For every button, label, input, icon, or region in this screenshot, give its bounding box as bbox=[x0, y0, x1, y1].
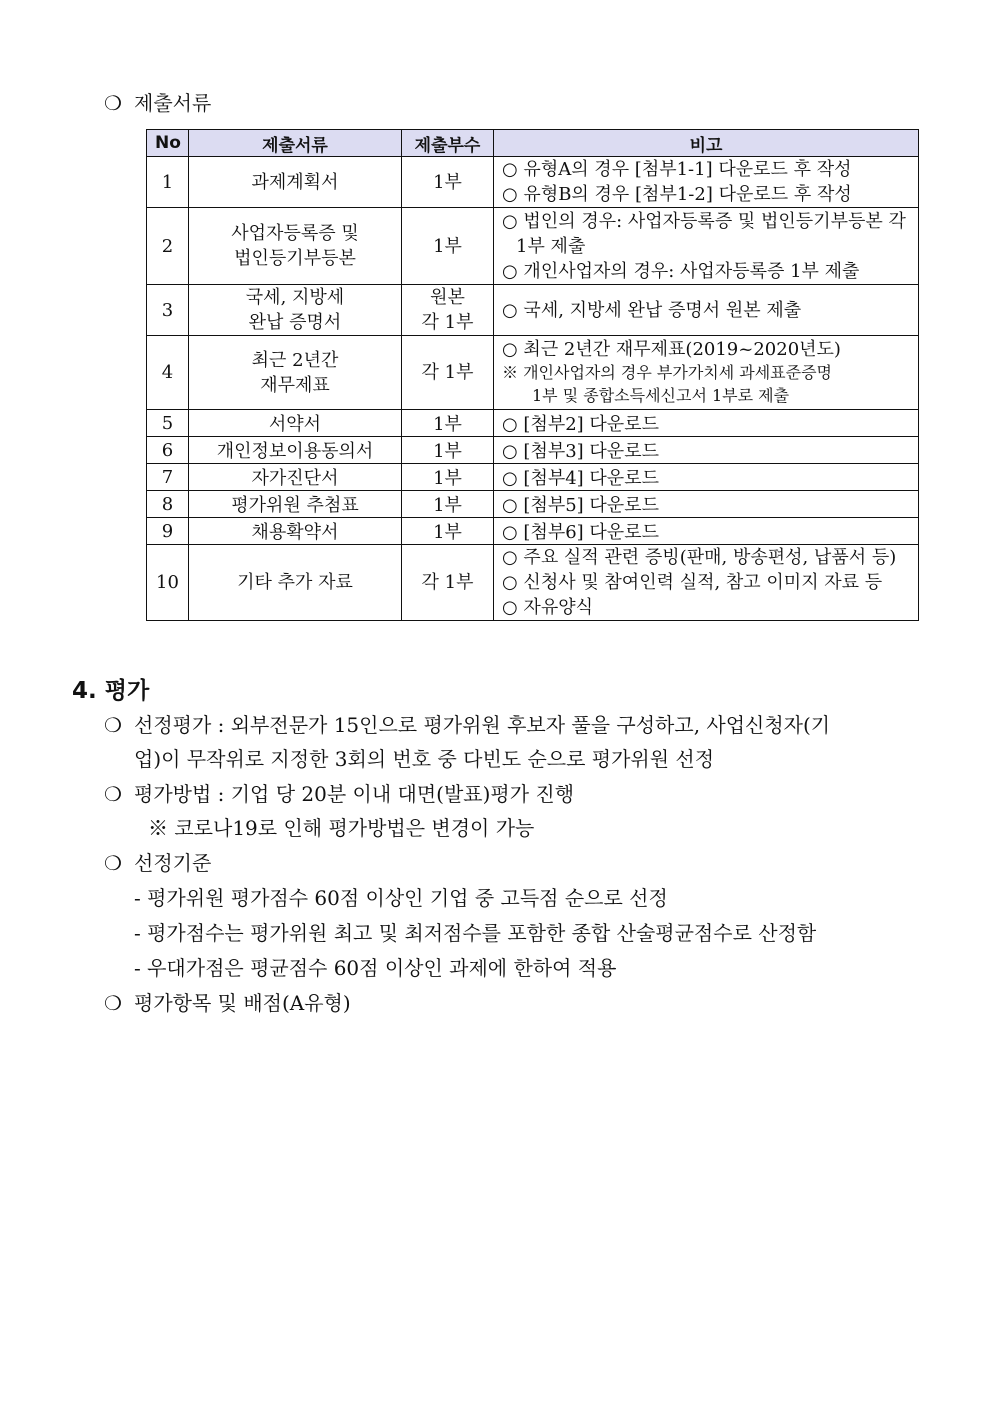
row-note bbox=[494, 545, 919, 621]
criteria-item: - 평가위원 평가점수 60점 이상인 기업 중 고득점 순으로 선정 bbox=[134, 886, 668, 910]
row-note: ○ [첨부4] 다운로드 bbox=[494, 464, 919, 491]
table-row bbox=[147, 336, 919, 410]
row-doc: 자가진단서 bbox=[189, 464, 402, 491]
row-doc-line: 완납 증명서 bbox=[248, 312, 342, 333]
eval-method-line bbox=[104, 781, 574, 807]
row-doc: 개인정보이용동의서 bbox=[189, 437, 402, 464]
row-doc-line: 과제계획서 bbox=[251, 171, 339, 193]
submit-docs-table bbox=[146, 129, 919, 621]
table-row bbox=[147, 491, 919, 518]
row-no: 10 bbox=[147, 545, 189, 621]
row-copies-line: 원본 bbox=[430, 287, 465, 308]
row-copies: 1부 bbox=[402, 410, 494, 437]
row-copies bbox=[402, 545, 494, 621]
row-note: ○ [첨부2] 다운로드 bbox=[494, 410, 919, 437]
row-no: 6 bbox=[147, 437, 189, 464]
table-row bbox=[147, 518, 919, 545]
row-note: ○ [첨부3] 다운로드 bbox=[494, 437, 919, 464]
row-copies: 1부 bbox=[402, 464, 494, 491]
col-header-note: 비고 bbox=[494, 130, 919, 157]
table-row bbox=[147, 464, 919, 491]
eval-method-note: ※ 코로나19로 인해 평가방법은 변경이 가능 bbox=[148, 816, 535, 840]
row-no: 5 bbox=[147, 410, 189, 437]
row-note-line: ○ 주요 실적 관련 증빙(판매, 방송편성, 납품서 등) bbox=[502, 547, 897, 568]
col-header-doc: 제출서류 bbox=[189, 130, 402, 157]
row-note-line: ○ 최근 2년간 재무제표(2019~2020년도) bbox=[502, 339, 841, 360]
row-doc-line: 법인등기부등본 bbox=[234, 248, 356, 269]
row-note-line: ○ 자유양식 bbox=[502, 597, 593, 618]
row-copies bbox=[402, 157, 494, 208]
row-copies-line: 각 1부 bbox=[421, 572, 474, 593]
row-no: 8 bbox=[147, 491, 189, 518]
row-copies bbox=[402, 285, 494, 336]
row-no: 7 bbox=[147, 464, 189, 491]
row-note: ○ [첨부5] 다운로드 bbox=[494, 491, 919, 518]
row-doc bbox=[189, 208, 402, 285]
circle-bullet-icon: ❍ bbox=[104, 991, 122, 1015]
row-note-line: ※ 개인사업자의 경우 부가가치세 과세표준증명 bbox=[502, 363, 833, 382]
row-no: 9 bbox=[147, 518, 189, 545]
table-row bbox=[147, 208, 919, 285]
criteria-item: - 우대가점은 평균점수 60점 이상인 과제에 한하여 적용 bbox=[134, 956, 617, 980]
row-no: 1 bbox=[147, 157, 189, 208]
row-copies-line: 1부 bbox=[433, 171, 462, 193]
row-note-line: ○ 신청사 및 참여인력 실적, 참고 이미지 자료 등 bbox=[502, 572, 883, 593]
row-note-line: ○ 유형A의 경우 [첨부1-1] 다운로드 후 작성 bbox=[502, 159, 852, 180]
row-note bbox=[494, 285, 919, 336]
table-row bbox=[147, 285, 919, 336]
row-doc bbox=[189, 157, 402, 208]
criteria-item: - 평가점수는 평가위원 최고 및 최저점수를 포함한 종합 산술평균점수로 산정함 bbox=[134, 921, 817, 945]
row-doc bbox=[189, 285, 402, 336]
table-row bbox=[147, 157, 919, 208]
selection-eval-text-2: 업)이 무작위로 지정한 3회의 번호 중 다빈도 순으로 평가위원 선정 bbox=[134, 747, 715, 771]
row-copies-line: 각 1부 bbox=[421, 312, 474, 333]
table-row bbox=[147, 545, 919, 621]
circle-bullet-icon: ❍ bbox=[104, 851, 122, 875]
row-note-line: 1부 및 종합소득세신고서 1부로 제출 bbox=[532, 386, 790, 405]
eval-items-line bbox=[104, 990, 351, 1016]
selection-eval-line-1 bbox=[104, 712, 830, 738]
row-no: 2 bbox=[147, 208, 189, 285]
row-doc-line: 국세, 지방세 bbox=[245, 287, 345, 308]
circle-bullet-icon: ❍ bbox=[104, 782, 122, 806]
circle-bullet-icon: ❍ bbox=[104, 91, 122, 115]
criteria-title-line bbox=[104, 850, 211, 876]
row-copies bbox=[402, 208, 494, 285]
row-copies-line: 1부 bbox=[433, 235, 462, 257]
circle-bullet-icon: ❍ bbox=[104, 713, 122, 737]
row-note bbox=[494, 336, 919, 410]
row-note: ○ [첨부6] 다운로드 bbox=[494, 518, 919, 545]
row-copies: 1부 bbox=[402, 437, 494, 464]
row-copies bbox=[402, 336, 494, 410]
row-note bbox=[494, 208, 919, 285]
row-note-line: ○ 유형B의 경우 [첨부1-2] 다운로드 후 작성 bbox=[502, 184, 852, 205]
col-header-no: No bbox=[147, 130, 189, 157]
row-doc-line: 재무제표 bbox=[260, 374, 330, 396]
row-doc bbox=[189, 545, 402, 621]
row-doc: 서약서 bbox=[189, 410, 402, 437]
row-doc bbox=[189, 336, 402, 410]
submit-docs-heading bbox=[104, 90, 211, 116]
row-no: 3 bbox=[147, 285, 189, 336]
row-note-line: ○ 개인사업자의 경우: 사업자등록증 1부 제출 bbox=[502, 260, 860, 282]
row-copies: 1부 bbox=[402, 491, 494, 518]
table-row bbox=[147, 437, 919, 464]
row-note-line: ○ 법인의 경우: 사업자등록증 및 법인등기부등본 각 bbox=[502, 210, 906, 232]
row-doc-line: 최근 2년간 bbox=[251, 349, 339, 371]
row-doc-line: 사업자등록증 및 bbox=[231, 223, 359, 244]
selection-eval-text-1: 선정평가 : 외부전문가 15인으로 평가위원 후보자 풀을 구성하고, 사업신청자(기 bbox=[134, 713, 831, 737]
table-header-row bbox=[147, 130, 919, 157]
eval-items-text: 평가항목 및 배점(A유형) bbox=[134, 991, 351, 1015]
section-title: 4. 평가 bbox=[72, 678, 150, 704]
submit-docs-heading-text: 제출서류 bbox=[134, 91, 212, 115]
row-no: 4 bbox=[147, 336, 189, 410]
row-note-line: 1부 제출 bbox=[516, 235, 586, 257]
col-header-copies: 제출부수 bbox=[402, 130, 494, 157]
table-row bbox=[147, 410, 919, 437]
row-doc-line: 기타 추가 자료 bbox=[237, 572, 353, 593]
criteria-title-text: 선정기준 bbox=[134, 851, 212, 875]
row-doc: 평가위원 추첨표 bbox=[189, 491, 402, 518]
row-copies-line: 각 1부 bbox=[421, 362, 474, 383]
eval-method-text: 평가방법 : 기업 당 20분 이내 대면(발표)평가 진행 bbox=[134, 782, 575, 806]
row-doc: 채용확약서 bbox=[189, 518, 402, 545]
row-copies: 1부 bbox=[402, 518, 494, 545]
row-note-line: ○ 국세, 지방세 완납 증명서 원본 제출 bbox=[502, 299, 802, 321]
row-note bbox=[494, 157, 919, 208]
